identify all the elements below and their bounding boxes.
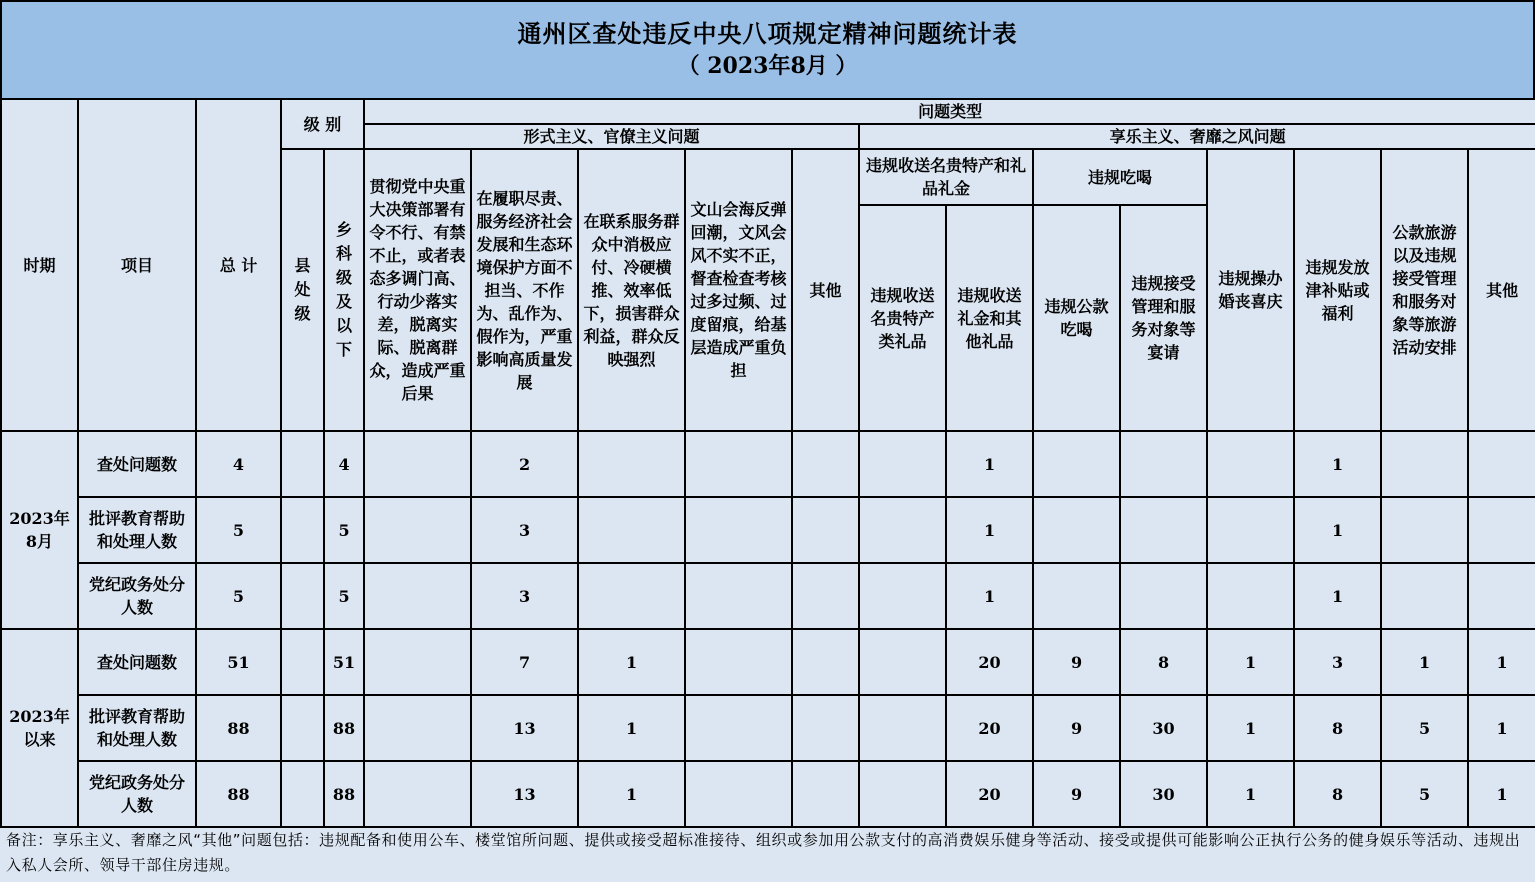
- cell-f1: [364, 563, 471, 629]
- cell-h6: 8: [1294, 695, 1381, 761]
- cell-f3: 1: [578, 695, 685, 761]
- cell-h3: 9: [1033, 761, 1120, 827]
- cell-township: 88: [324, 761, 364, 827]
- cell-township: 51: [324, 629, 364, 695]
- cell-h4: 30: [1120, 761, 1207, 827]
- cell-total: 88: [196, 695, 281, 761]
- cell-f4: [685, 695, 792, 761]
- cell-f5: [792, 761, 859, 827]
- cell-h7: [1381, 431, 1468, 497]
- row-item-label: 党纪政务处分人数: [78, 761, 196, 827]
- cell-township: 88: [324, 695, 364, 761]
- cell-township: 5: [324, 563, 364, 629]
- cell-h1: [859, 761, 946, 827]
- cell-f1: [364, 695, 471, 761]
- cell-h5: 1: [1207, 629, 1294, 695]
- cell-county: [281, 497, 324, 563]
- header-formalism-2: 在履职尽责、服务经济社会发展和生态环境保护方面不担当、不作为、乱作为、假作为，严重影响高质量发展: [471, 149, 578, 431]
- cell-total: 51: [196, 629, 281, 695]
- cell-county: [281, 431, 324, 497]
- cell-total: 5: [196, 563, 281, 629]
- cell-h1: [859, 695, 946, 761]
- header-cash-gifts: 违规收送礼金和其他礼品: [946, 205, 1033, 431]
- header-period: 时期: [1, 99, 78, 431]
- table-row: [1, 563, 1535, 629]
- cell-h8: 1: [1468, 695, 1535, 761]
- cell-f5: [792, 695, 859, 761]
- period-label: 2023年以来: [1, 629, 78, 827]
- cell-township: 4: [324, 431, 364, 497]
- cell-h2: 1: [946, 563, 1033, 629]
- page-title: 通州区查处违反中央八项规定精神问题统计表: [517, 19, 1018, 48]
- header-formalism-1: 贯彻党中央重大决策部署有令不行、有禁不止，或者表态多调门高、行动少落实差，脱离实际、脱离群众，造成严重后果: [364, 149, 471, 431]
- header-allowances: 违规发放津补贴或福利: [1294, 149, 1381, 431]
- cell-f1: [364, 497, 471, 563]
- cell-total: 5: [196, 497, 281, 563]
- cell-h8: [1468, 497, 1535, 563]
- cell-h3: [1033, 431, 1120, 497]
- cell-h4: 30: [1120, 695, 1207, 761]
- row-item-label: 党纪政务处分人数: [78, 563, 196, 629]
- header-hedonism-group: 享乐主义、奢靡之风问题: [859, 124, 1535, 149]
- cell-h7: [1381, 497, 1468, 563]
- cell-county: [281, 629, 324, 695]
- cell-f5: [792, 497, 859, 563]
- header-gifts-group: 违规收送名贵特产和礼品礼金: [859, 149, 1033, 205]
- cell-h8: 1: [1468, 629, 1535, 695]
- header-total: 总 计: [196, 99, 281, 431]
- cell-h6: 1: [1294, 563, 1381, 629]
- table-row: [1, 629, 1535, 695]
- cell-county: [281, 695, 324, 761]
- cell-f4: [685, 629, 792, 695]
- header-issue-type: 问题类型: [364, 99, 1535, 124]
- cell-h3: [1033, 497, 1120, 563]
- cell-h8: 1: [1468, 761, 1535, 827]
- cell-f3: 1: [578, 629, 685, 695]
- cell-h4: [1120, 431, 1207, 497]
- cell-f3: [578, 431, 685, 497]
- table-row: [1, 497, 1535, 563]
- cell-h3: 9: [1033, 695, 1120, 761]
- cell-h5: 1: [1207, 761, 1294, 827]
- cell-f4: [685, 761, 792, 827]
- cell-f2: 3: [471, 563, 578, 629]
- cell-township: 5: [324, 497, 364, 563]
- header-travel: 公款旅游以及违规接受管理和服务对象等旅游活动安排: [1381, 149, 1468, 431]
- cell-f2: 3: [471, 497, 578, 563]
- cell-h3: 9: [1033, 629, 1120, 695]
- cell-f2: 13: [471, 695, 578, 761]
- header-accepting-banquets: 违规接受管理和服务对象等宴请: [1120, 205, 1207, 431]
- cell-f1: [364, 629, 471, 695]
- cell-h2: 20: [946, 629, 1033, 695]
- title-banner: [0, 0, 1535, 98]
- cell-f4: [685, 497, 792, 563]
- header-item: 项目: [78, 99, 196, 431]
- cell-f3: [578, 497, 685, 563]
- cell-f5: [792, 629, 859, 695]
- cell-f5: [792, 563, 859, 629]
- row-item-label: 批评教育帮助和处理人数: [78, 497, 196, 563]
- cell-h1: [859, 629, 946, 695]
- table-row: [1, 695, 1535, 761]
- statistics-table: [0, 98, 1535, 828]
- cell-h6: 1: [1294, 431, 1381, 497]
- cell-f1: [364, 761, 471, 827]
- header-township-level: 乡科级及以下: [324, 149, 364, 431]
- cell-h1: [859, 563, 946, 629]
- row-item-label: 查处问题数: [78, 629, 196, 695]
- cell-total: 88: [196, 761, 281, 827]
- cell-h7: 5: [1381, 695, 1468, 761]
- cell-h2: 20: [946, 761, 1033, 827]
- row-item-label: 查处问题数: [78, 431, 196, 497]
- cell-f3: [578, 563, 685, 629]
- cell-h7: 5: [1381, 761, 1468, 827]
- header-formalism-3: 在联系服务群众中消极应付、冷硬横推、效率低下，损害群众利益，群众反映强烈: [578, 149, 685, 431]
- table-row: [1, 761, 1535, 827]
- cell-h4: 8: [1120, 629, 1207, 695]
- cell-f1: [364, 431, 471, 497]
- cell-county: [281, 761, 324, 827]
- cell-h6: 8: [1294, 761, 1381, 827]
- cell-h3: [1033, 563, 1120, 629]
- header-dining-group: 违规吃喝: [1033, 149, 1207, 205]
- header-hedonism-other: 其他: [1468, 149, 1535, 431]
- cell-f2: 7: [471, 629, 578, 695]
- cell-h7: [1381, 563, 1468, 629]
- cell-h6: 1: [1294, 497, 1381, 563]
- header-formalism-group: 形式主义、官僚主义问题: [364, 124, 859, 149]
- cell-h7: 1: [1381, 629, 1468, 695]
- page-subtitle: （ 2023年8月 ）: [677, 53, 858, 79]
- cell-f5: [792, 431, 859, 497]
- cell-county: [281, 563, 324, 629]
- cell-f3: 1: [578, 761, 685, 827]
- cell-h8: [1468, 431, 1535, 497]
- cell-h8: [1468, 563, 1535, 629]
- cell-f2: 2: [471, 431, 578, 497]
- footnote: 备注：享乐主义、奢靡之风“其他”问题包括：违规配备和使用公车、楼堂馆所问题、提供或接受超标准接待、组织或参加用公款支付的高消费娱乐健身等活动、接受或提供可能影响公正执行公务的健身娱乐等活动、违规出入私人会所、领导干部住房违规。: [6, 831, 1521, 874]
- header-weddings-funerals: 违规操办婚丧喜庆: [1207, 149, 1294, 431]
- cell-h2: 20: [946, 695, 1033, 761]
- header-public-dining: 违规公款吃喝: [1033, 205, 1120, 431]
- header-formalism-4: 文山会海反弹回潮，文风会风不实不正，督查检查考核过多过频、过度留痕，给基层造成严重负担: [685, 149, 792, 431]
- cell-f4: [685, 563, 792, 629]
- cell-h5: 1: [1207, 695, 1294, 761]
- cell-f2: 13: [471, 761, 578, 827]
- cell-h5: [1207, 497, 1294, 563]
- header-county-level: 县处级: [281, 149, 324, 431]
- cell-h1: [859, 497, 946, 563]
- table-row: [1, 431, 1535, 497]
- cell-h5: [1207, 563, 1294, 629]
- cell-h2: 1: [946, 497, 1033, 563]
- cell-total: 4: [196, 431, 281, 497]
- header-formalism-other: 其他: [792, 149, 859, 431]
- cell-f4: [685, 431, 792, 497]
- cell-h2: 1: [946, 431, 1033, 497]
- cell-h1: [859, 431, 946, 497]
- header-level: 级 别: [281, 99, 364, 149]
- period-label: 2023年8月: [1, 431, 78, 629]
- cell-h6: 3: [1294, 629, 1381, 695]
- cell-h4: [1120, 497, 1207, 563]
- cell-h4: [1120, 563, 1207, 629]
- cell-h5: [1207, 431, 1294, 497]
- header-specialty-gifts: 违规收送名贵特产类礼品: [859, 205, 946, 431]
- row-item-label: 批评教育帮助和处理人数: [78, 695, 196, 761]
